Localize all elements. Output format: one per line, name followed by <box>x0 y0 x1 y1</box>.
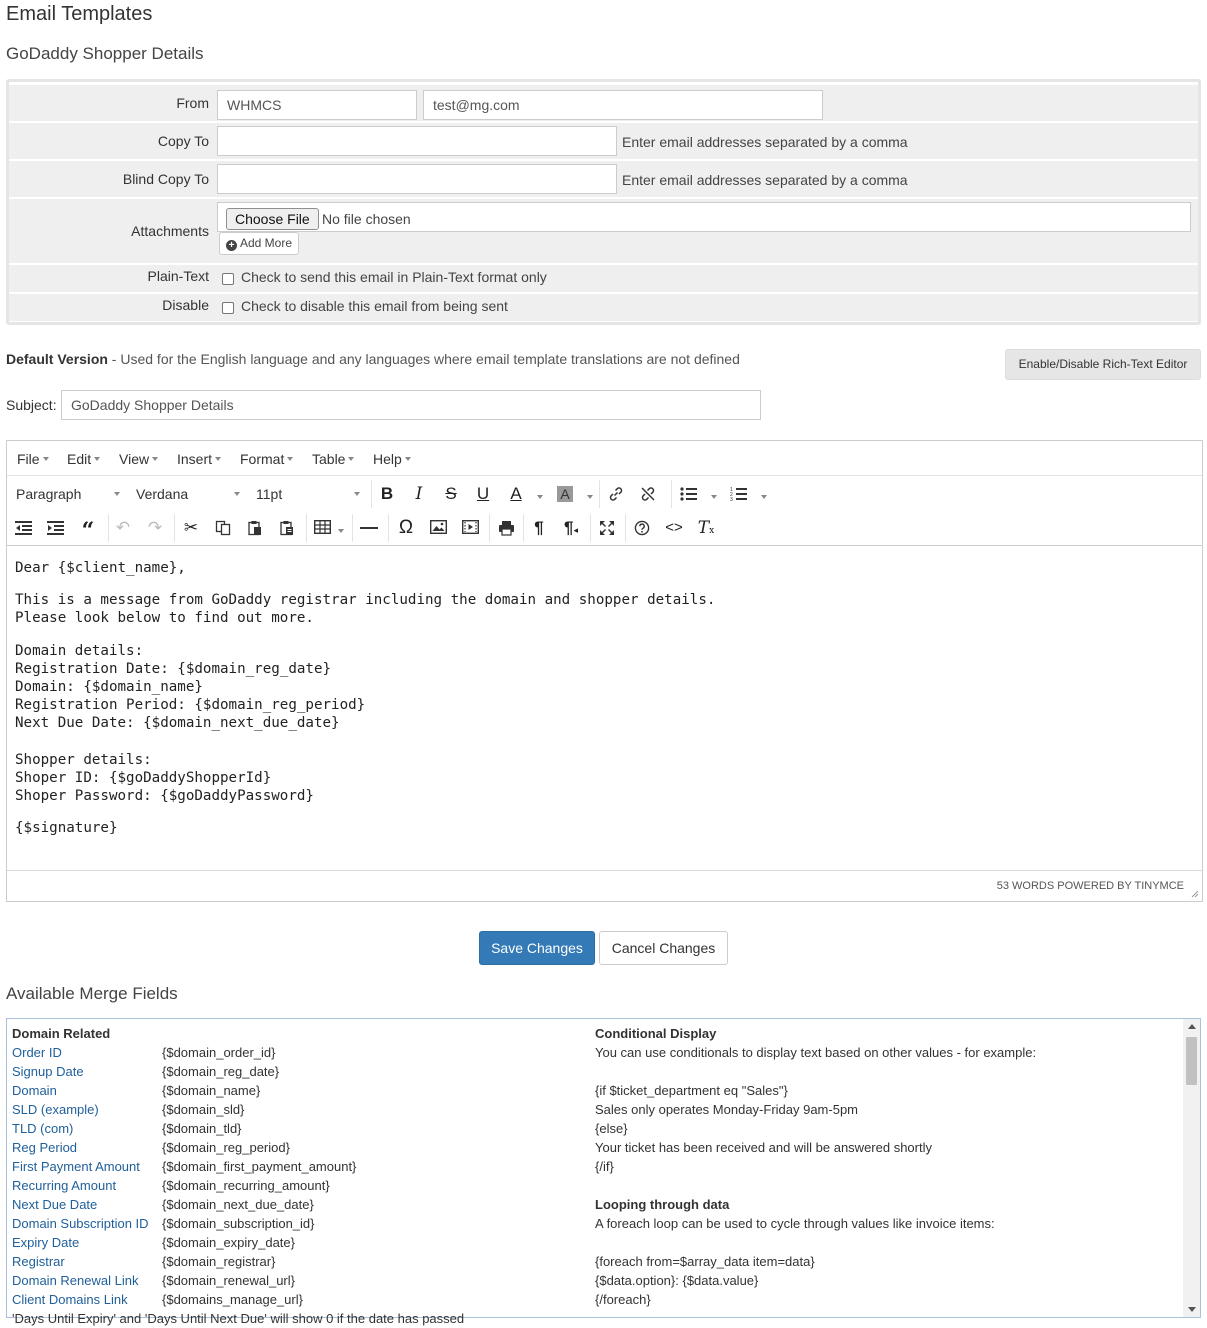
email-settings-form <box>6 79 1201 325</box>
chevron-down-icon <box>234 492 240 496</box>
underline-icon[interactable]: U <box>476 484 490 503</box>
merge-field-tag: {$domain_renewal_url} <box>162 1273 295 1288</box>
chevron-down-icon <box>348 457 354 461</box>
font-size-select[interactable]: 11pt <box>256 486 360 502</box>
text-color-icon[interactable]: A <box>510 484 522 503</box>
merge-field-tag: {$domain_expiry_date} <box>162 1235 295 1250</box>
default-version-title: Default Version <box>6 351 108 367</box>
undo-icon[interactable]: ↶ <box>115 518 131 537</box>
body-line: Domain details: <box>15 643 144 659</box>
example-line: Your ticket has been received and will be answered shortly <box>595 1140 932 1155</box>
from-label: From <box>176 95 209 111</box>
toggle-rich-text-button[interactable]: Enable/Disable Rich-Text Editor <box>1005 349 1201 380</box>
menu-view[interactable]: View <box>119 451 158 467</box>
bold-icon[interactable]: B <box>380 484 394 503</box>
scroll-thumb[interactable] <box>1186 1037 1197 1085</box>
editor-content-area[interactable] <box>7 545 1202 871</box>
plus-circle-icon: + <box>226 240 237 251</box>
chevron-down-icon <box>215 457 221 461</box>
toolbar-divider <box>599 480 600 508</box>
strikethrough-icon[interactable]: S <box>445 484 457 503</box>
body-line: Shoper ID: {$goDaddyShopperId} <box>15 770 272 786</box>
subject-label: Subject: <box>6 397 57 413</box>
merge-field-name[interactable]: SLD (example) <box>12 1102 99 1117</box>
editor-toolbar-row-1 <box>7 477 1202 511</box>
print-icon[interactable] <box>494 516 518 540</box>
fullscreen-icon[interactable] <box>595 516 619 540</box>
merge-field-tag: {$domain_subscription_id} <box>162 1216 315 1231</box>
background-color-icon[interactable]: A <box>553 482 577 506</box>
choose-file-button[interactable]: Choose File <box>226 208 319 230</box>
editor-toolbar-row-2 <box>7 511 1202 545</box>
toolbar-divider <box>306 514 307 542</box>
merge-field-name[interactable]: Reg Period <box>12 1140 78 1155</box>
chevron-down-icon[interactable] <box>761 495 767 499</box>
example-line: {/if} <box>595 1159 614 1174</box>
copy-to-input[interactable] <box>217 126 617 156</box>
merge-field-name[interactable]: Order ID <box>12 1045 62 1060</box>
template-name-heading: GoDaddy Shopper Details <box>6 44 204 63</box>
file-input[interactable] <box>217 202 1191 232</box>
merge-field-tag: {$domains_manage_url} <box>162 1292 303 1307</box>
merge-field-tag: {$domain_next_due_date} <box>162 1197 314 1212</box>
merge-field-name[interactable]: Next Due Date <box>12 1197 98 1212</box>
example-line: {$data.option}: {$data.value} <box>595 1273 759 1288</box>
body-line: Please look below to find out more. <box>15 610 314 626</box>
menu-format[interactable]: Format <box>240 451 293 467</box>
toolbar-divider <box>388 514 389 542</box>
disable-text: Check to disable this email from being sent <box>241 298 508 314</box>
body-line: Dear {$client_name}, <box>15 560 186 576</box>
example-line: {/foreach} <box>595 1292 651 1307</box>
save-changes-button[interactable]: Save Changes <box>479 931 595 965</box>
merge-field-name[interactable]: TLD (com) <box>12 1121 74 1136</box>
special-character-icon[interactable]: Ω <box>398 517 414 538</box>
outdent-icon[interactable] <box>12 516 36 540</box>
merge-fields-title: Available Merge Fields <box>6 984 178 1003</box>
bullet-list-icon[interactable] <box>677 482 701 506</box>
copy-to-label: Copy To <box>157 133 209 149</box>
media-icon[interactable] <box>458 516 482 540</box>
copy-icon[interactable] <box>211 516 235 540</box>
clear-formatting-icon[interactable]: Tx <box>697 518 715 538</box>
merge-fields-scrollbar[interactable] <box>1183 1019 1200 1317</box>
toolbar-divider <box>590 514 591 542</box>
merge-field-name[interactable]: Domain Renewal Link <box>12 1273 139 1288</box>
toolbar-divider <box>108 514 109 542</box>
default-version-note <box>6 351 740 367</box>
merge-field-tag: {$domain_reg_period} <box>162 1140 290 1155</box>
table-icon[interactable] <box>310 516 334 540</box>
merge-field-tag: {$domain_tld} <box>162 1121 242 1136</box>
chevron-down-icon <box>94 457 100 461</box>
default-version-desc: - Used for the English language and any languages where email template translations are not defined <box>107 351 740 367</box>
from-row <box>9 85 1198 121</box>
chevron-down-icon[interactable] <box>711 495 717 499</box>
cut-icon[interactable]: ✂ <box>183 518 199 537</box>
rich-text-editor <box>6 440 1203 902</box>
toolbar-divider <box>352 514 353 542</box>
chevron-down-icon <box>405 457 411 461</box>
svg-text:3: 3 <box>730 497 733 503</box>
merge-field-tag: {$domain_name} <box>162 1083 261 1098</box>
body-line: Shoper Password: {$goDaddyPassword} <box>15 788 314 804</box>
disable-row <box>9 294 1198 321</box>
cancel-changes-button[interactable]: Cancel Changes <box>599 931 728 965</box>
source-code-icon[interactable]: <> <box>665 519 683 536</box>
numbered-list-icon[interactable] <box>727 482 751 506</box>
merge-field-name[interactable]: First Payment Amount <box>12 1159 140 1174</box>
merge-field-name[interactable]: Domain Subscription ID <box>12 1216 149 1231</box>
svg-text:2: 2 <box>730 492 733 498</box>
disable-label: Disable <box>162 297 209 313</box>
merge-field-tag: {$domain_reg_date} <box>162 1064 280 1079</box>
copy-to-hint: Enter email addresses separated by a comma <box>622 134 908 150</box>
chevron-down-icon[interactable] <box>587 495 593 499</box>
indent-icon[interactable] <box>44 516 68 540</box>
toolbar-divider <box>523 514 524 542</box>
toolbar-divider <box>625 514 626 542</box>
menu-table[interactable]: Table <box>312 451 354 467</box>
font-family-select[interactable]: Verdana <box>136 486 240 502</box>
menu-insert[interactable]: Insert <box>177 451 221 467</box>
example-line: {foreach from=$array_data item=data} <box>595 1254 815 1269</box>
example-line: You can use conditionals to display text based on other values - for example: <box>595 1045 1037 1060</box>
help-icon[interactable] <box>630 516 654 540</box>
plain-text-text: Check to send this email in Plain-Text format only <box>241 269 547 285</box>
plain-text-row <box>9 265 1198 292</box>
example-line: {else} <box>595 1121 628 1136</box>
merge-field-tag: {$domain_registrar} <box>162 1254 276 1269</box>
disable-checkbox[interactable] <box>222 302 234 314</box>
toolbar-divider <box>489 514 490 542</box>
menu-edit[interactable]: Edit <box>67 451 100 467</box>
bcc-hint: Enter email addresses separated by a comma <box>622 172 908 188</box>
merge-fields-panel <box>6 1018 1201 1326</box>
attachments-row <box>9 199 1198 263</box>
scroll-down-icon[interactable] <box>1188 1307 1196 1312</box>
chevron-down-icon[interactable] <box>338 529 344 533</box>
blockquote-icon[interactable]: “ <box>81 518 95 544</box>
body-line: Shopper details: <box>15 752 152 768</box>
merge-field-name[interactable]: Domain <box>12 1083 57 1098</box>
redo-icon[interactable]: ↷ <box>147 518 163 537</box>
link-icon[interactable] <box>604 482 628 506</box>
menu-help[interactable]: Help <box>373 451 411 467</box>
body-line: This is a message from GoDaddy registrar including the domain and shopper details. <box>15 592 716 608</box>
scroll-up-icon[interactable] <box>1188 1024 1196 1029</box>
example-line: {if $ticket_department eq "Sales"} <box>595 1083 788 1098</box>
domain-related-heading: Domain Related <box>12 1026 111 1041</box>
bcc-input[interactable] <box>217 164 617 194</box>
merge-field-name[interactable]: Recurring Amount <box>12 1178 117 1193</box>
from-email-input[interactable]: test@mg.com <box>423 90 823 120</box>
plain-text-checkbox[interactable] <box>222 273 234 285</box>
merge-field-tag: {$domain_first_payment_amount} <box>162 1159 357 1174</box>
resize-handle-icon[interactable] <box>1189 888 1199 898</box>
unlink-icon[interactable] <box>636 482 660 506</box>
bcc-row <box>9 161 1198 197</box>
chevron-down-icon <box>287 457 293 461</box>
page-title: Email Templates <box>6 3 153 25</box>
copy-to-row <box>9 123 1198 159</box>
toolbar-divider <box>174 514 175 542</box>
chevron-down-icon <box>354 492 360 496</box>
horizontal-line-icon[interactable] <box>357 516 381 540</box>
looping-heading: Looping through data <box>595 1197 730 1212</box>
chevron-down-icon <box>152 457 158 461</box>
menu-file[interactable]: File <box>17 451 49 467</box>
attachments-label: Attachments <box>131 223 209 239</box>
toolbar-divider <box>671 480 672 508</box>
chevron-down-icon[interactable] <box>537 495 543 499</box>
rtl-paragraph-icon[interactable]: ¶◂ <box>564 518 578 537</box>
block-format-select[interactable]: Paragraph <box>16 486 120 502</box>
body-line: Registration Period: {$domain_reg_period} <box>15 697 366 713</box>
example-line: A foreach loop can be used to cycle through values like invoice items: <box>595 1216 995 1231</box>
merge-field-name[interactable]: Registrar <box>12 1254 65 1269</box>
merge-field-tag: {$domain_sld} <box>162 1102 245 1117</box>
paste-icon[interactable] <box>243 516 267 540</box>
svg-text:1: 1 <box>730 487 733 493</box>
merge-field-name[interactable]: Client Domains Link <box>12 1292 128 1307</box>
add-more-label: Add More <box>240 236 293 250</box>
plain-text-label: Plain-Text <box>147 268 209 284</box>
editor-status-bar: 53 WORDS POWERED BY TINYMCE <box>996 880 1184 892</box>
conditional-display-heading: Conditional Display <box>595 1026 717 1041</box>
add-more-button[interactable] <box>219 232 299 255</box>
body-line: Next Due Date: {$domain_next_due_date} <box>15 715 340 731</box>
no-file-text: No file chosen <box>322 211 411 227</box>
italic-icon[interactable]: I <box>415 484 423 504</box>
subject-input[interactable]: GoDaddy Shopper Details <box>61 390 761 420</box>
chevron-down-icon <box>114 492 120 496</box>
bcc-label: Blind Copy To <box>122 171 209 187</box>
image-icon[interactable] <box>426 516 450 540</box>
from-name-input[interactable]: WHMCS <box>217 90 417 120</box>
body-line: Registration Date: {$domain_reg_date} <box>15 661 332 677</box>
paste-text-icon[interactable] <box>275 516 299 540</box>
body-line: Domain: {$domain_name} <box>15 679 203 695</box>
merge-field-name[interactable]: Signup Date <box>12 1064 84 1079</box>
merge-field-tag: {$domain_order_id} <box>162 1045 276 1060</box>
merge-fields-footnote: 'Days Until Expiry' and 'Days Until Next Due' will show 0 if the date has passed <box>12 1311 465 1326</box>
merge-field-tag: {$domain_recurring_amount} <box>162 1178 330 1193</box>
body-line: {$signature} <box>15 820 118 836</box>
example-line: Sales only operates Monday-Friday 9am-5pm <box>595 1102 859 1117</box>
merge-field-name[interactable]: Expiry Date <box>12 1235 80 1250</box>
toolbar-divider <box>371 480 372 508</box>
chevron-down-icon <box>43 457 49 461</box>
ltr-paragraph-icon[interactable]: ¶ <box>534 518 544 537</box>
editor-menubar <box>7 441 1202 476</box>
